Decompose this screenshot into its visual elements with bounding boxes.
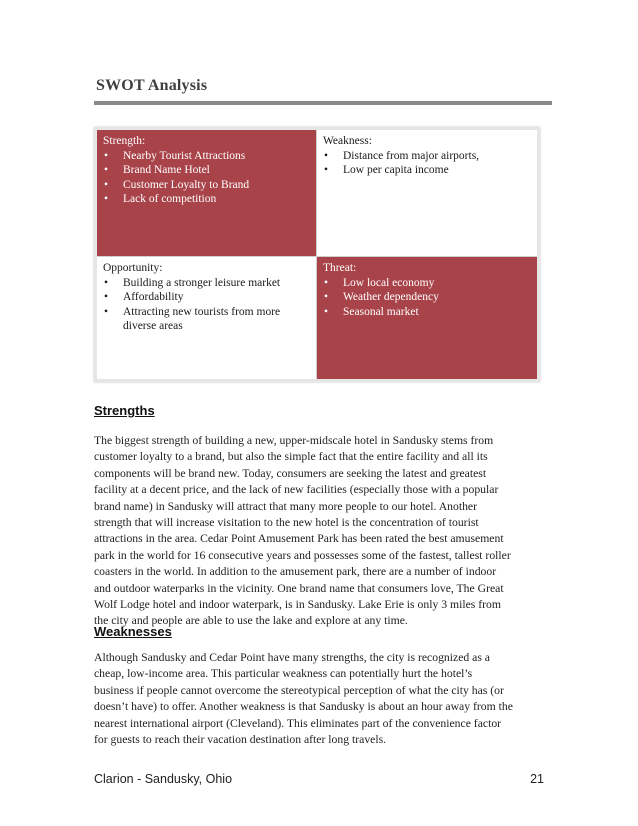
weaknesses-section-title: Weaknesses bbox=[94, 624, 172, 639]
swot-weakness-quadrant bbox=[317, 130, 537, 257]
swot-threat-quadrant bbox=[317, 257, 537, 379]
opportunity-list bbox=[103, 276, 310, 334]
paragraph-line: park in the world for 16 consecutive years and possesses some of the fastest, tallest roller bbox=[94, 548, 511, 562]
weaknesses-paragraph bbox=[94, 650, 550, 748]
opportunity-item: • Affordability bbox=[103, 290, 310, 305]
opportunity-title: Opportunity: bbox=[103, 262, 163, 274]
opportunity-item: • Building a stronger leisure market bbox=[103, 276, 310, 291]
threat-list bbox=[323, 276, 531, 320]
paragraph-line: for guests to reach their vacation destination after long travels. bbox=[94, 733, 387, 747]
opportunity-item: • Attracting new tourists from more diverse areas bbox=[103, 305, 310, 334]
paragraph-line: facility at a decent price, and the lack of new facilities (especially those with a popular bbox=[94, 483, 499, 497]
paragraph-line: components will be brand new. Today, consumers are seeking the latest and greatest bbox=[94, 466, 487, 480]
paragraph-line: brand name) in Sandusky will attract that many more people to our hotel. Another bbox=[94, 499, 477, 513]
paragraph-line: doesn’t have) to offer. Another weakness is that Sandusky is about an hour away from the bbox=[94, 700, 513, 714]
heading-divider bbox=[94, 101, 552, 105]
strength-title: Strength: bbox=[103, 135, 146, 147]
paragraph-line: nearest international airport (Cleveland). This eliminates part of the convenience factor bbox=[94, 716, 502, 730]
paragraph-line: customer loyalty to a brand, but also the simple fact that the entire facility and all its bbox=[94, 450, 488, 464]
paragraph-line: Although Sandusky and Cedar Point have many strengths, the city is recognized as a bbox=[94, 651, 490, 664]
paragraph-line: cheap, low-income area. This particular weakness can potentially hurt the hotel’s bbox=[94, 667, 473, 681]
weakness-title: Weakness: bbox=[323, 135, 372, 147]
swot-grid bbox=[97, 130, 537, 379]
threat-item: • Seasonal market bbox=[323, 305, 531, 320]
paragraph-line: business if people cannot overcome the stereotypical perception of what the city has (or bbox=[94, 683, 504, 697]
page-number: 21 bbox=[530, 772, 544, 786]
swot-strength-quadrant bbox=[97, 130, 317, 257]
paragraph-line: strength that will increase visitation to the new hotel is the concentration of tourist bbox=[94, 516, 479, 530]
swot-matrix bbox=[94, 127, 540, 382]
weakness-list bbox=[323, 149, 531, 178]
threat-item: • Weather dependency bbox=[323, 290, 531, 305]
page-heading: SWOT Analysis bbox=[96, 77, 208, 94]
strength-list bbox=[103, 149, 310, 207]
strength-item: • Lack of competition bbox=[103, 192, 310, 207]
swot-opportunity-quadrant bbox=[97, 257, 317, 379]
footer-document-label: Clarion - Sandusky, Ohio bbox=[94, 772, 233, 786]
paragraph-line: The biggest strength of building a new, upper-midscale hotel in Sandusky stems from bbox=[94, 434, 494, 447]
strength-item: • Brand Name Hotel bbox=[103, 163, 310, 178]
paragraph-line: Wolf Lodge hotel and indoor waterpark, is in Sandusky. Lake Erie is only 3 miles from bbox=[94, 598, 501, 612]
strengths-paragraph bbox=[94, 433, 550, 630]
strength-item: • Nearby Tourist Attractions bbox=[103, 149, 310, 164]
weakness-item: • Distance from major airports, bbox=[323, 149, 531, 164]
paragraph-line: the city and people are able to use the lake and explore at any time. bbox=[94, 614, 408, 628]
strengths-section-title: Strengths bbox=[94, 403, 155, 418]
threat-item: • Low local economy bbox=[323, 276, 531, 291]
threat-title: Threat: bbox=[323, 262, 357, 274]
paragraph-line: coasters in the world. In addition to the amusement park, there are a number of indoor bbox=[94, 565, 497, 579]
strength-item: • Customer Loyalty to Brand bbox=[103, 178, 310, 193]
paragraph-line: and outdoor waterparks in the vicinity. One brand name that consumers love, The Great bbox=[94, 581, 504, 595]
paragraph-line: attractions in the area. Cedar Point Amusement Park has been rated the best amusement bbox=[94, 532, 504, 546]
weakness-item: • Low per capita income bbox=[323, 163, 531, 178]
